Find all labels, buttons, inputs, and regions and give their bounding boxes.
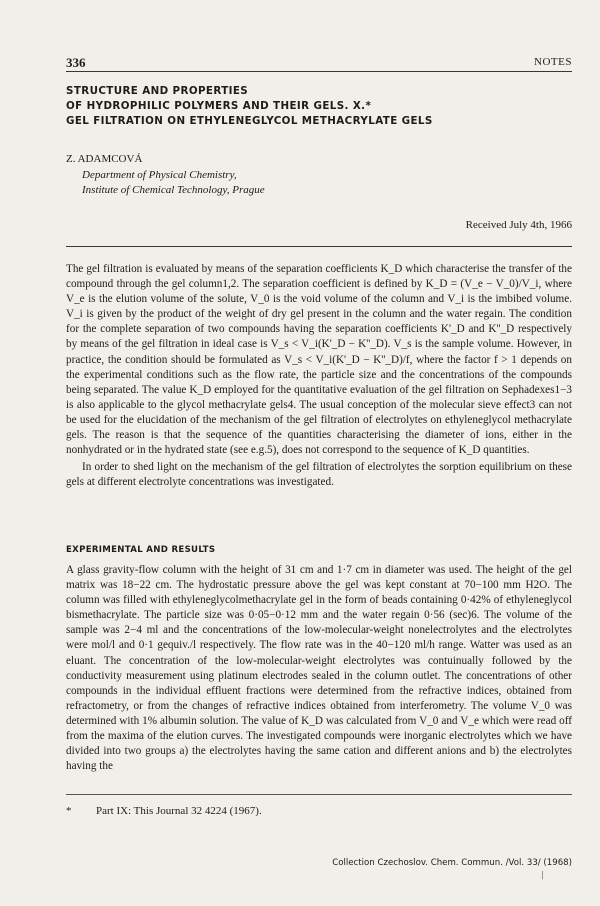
intro-paragraph-2: In order to shed light on the mechanism of the gel filtration of electrolytes the sorption equilibrium on these gels at different electrolyte concentrations was investigated. — [66, 461, 572, 489]
title-line-2: OF HYDROPHILIC POLYMERS AND THEIR GELS. X.* — [66, 100, 372, 112]
pencil-mark: / — [538, 867, 547, 883]
journal-reference: Collection Czechoslov. Chem. Commun. /Vol. 33/ (1968) — [332, 858, 572, 868]
section-heading: EXPERIMENTAL AND RESULTS — [66, 545, 216, 555]
intro-paragraph-1: The gel filtration is evaluated by means of the separation coefficients K_D which characterise the transfer of the compound through the gel column1,2. The separation coefficient is defined by K_D = (V_e − V_0)/V_i, where V_e is the elution volume of the solute, V_0 is the void volume of the column and V_i is the imbibed volume. V_i is given by the product of the weight of dry gel present in the column and the water regain. The condition for the complete separation of two compounds having the separation coefficients K'_D and K''_D respectively by means of the gel filtration in ideal case is V_s < V_i(K'_D − K''_D). V_s is the sample volume. However, in practice, the condition should be formulated as V_s < V_i(K'_D − K''_D)/f, where the factor f > 1 depends on the experimental conditions such as the flow rate, the particle size and the concentrations of the compounds being separated. The value K_D employed for the quantitative evaluation of the gel filtration on Sephadexes1−3 is also applicable to the glycol methacrylate gels4. The usual conception of the molecular sieve effect3 can not be used for the elucidation of the mechanism of the gel filtration of electrolytes on ethyleneglycol methacrylate gels. The reason is that the sequence of the quantities characterising the diameter of ions, either in the nonhydrated or in the hydrated state (see e.g.5), does not correspond to the sequence of K_D quantities. — [66, 263, 572, 457]
footnote-text: Part IX: This Journal 32 4224 (1967). — [96, 805, 262, 817]
article-title — [66, 84, 572, 129]
header-rule — [66, 71, 572, 72]
running-head: NOTES — [534, 56, 572, 68]
affiliation-line-1: Department of Physical Chemistry, — [82, 169, 237, 181]
results-paragraph-1: A glass gravity-flow column with the height of 31 cm and 1·7 cm in diameter was used. The height of the gel matrix was 18−22 cm. The hydrostatic pressure above the gel was kept constant at 70−100 mm H2O. The column was filled with ethyleneglycolmethacrylate gel in the form of beads containing 0·42% of ethyleneglycol bismethacrylate. The particle size was 0·05−0·12 mm and the water regain 0·56 (sec)6. The volume of the sample was 2−4 ml and the concentrations of the low-molecular-weight nonelectrolytes and the electrolytes were mol/l and 0·1 gequiv./l respectively. The flow rate was in the 40−120 ml/h range. Watter was used as an eluant. The concentration of the low-molecular-weight electrolytes was contuinually followed by the conductivity measurement using platinum electrodes sealed in the column outlet. The concentrations of other compounds in the individual effluent fractions were determined from the refractive indices, obtained from refractometry, or from the changes of refractive indices obtained from interferometry. The volume V_0 was determined with 1% albumin solution. The value of K_D was calculated from V_0 and V_e which were read off from the maxima of the elution curves. The investigated compounds were inorganic electrolytes which we have divided into two groups a) the electrolytes having the same cation and different anions and b) the electrolytes having the — [66, 564, 572, 773]
author-name: Z. ADAMCOVÁ — [66, 153, 143, 165]
title-line-3: GEL FILTRATION ON ETHYLENEGLYCOL METHACRYLATE GELS — [66, 115, 433, 127]
affiliation — [82, 168, 265, 198]
footnote — [66, 805, 572, 817]
footnote-mark: * — [66, 805, 72, 817]
affiliation-line-2: Institute of Chemical Technology, Prague — [82, 184, 265, 196]
title-rule — [66, 246, 572, 247]
introduction-text — [66, 262, 572, 490]
footnote-rule — [66, 794, 572, 795]
title-line-1: STRUCTURE AND PROPERTIES — [66, 85, 249, 97]
received-date: Received July 4th, 1966 — [465, 219, 572, 231]
page-number: 336 — [66, 55, 86, 70]
results-text — [66, 563, 572, 774]
page-header — [66, 55, 572, 71]
